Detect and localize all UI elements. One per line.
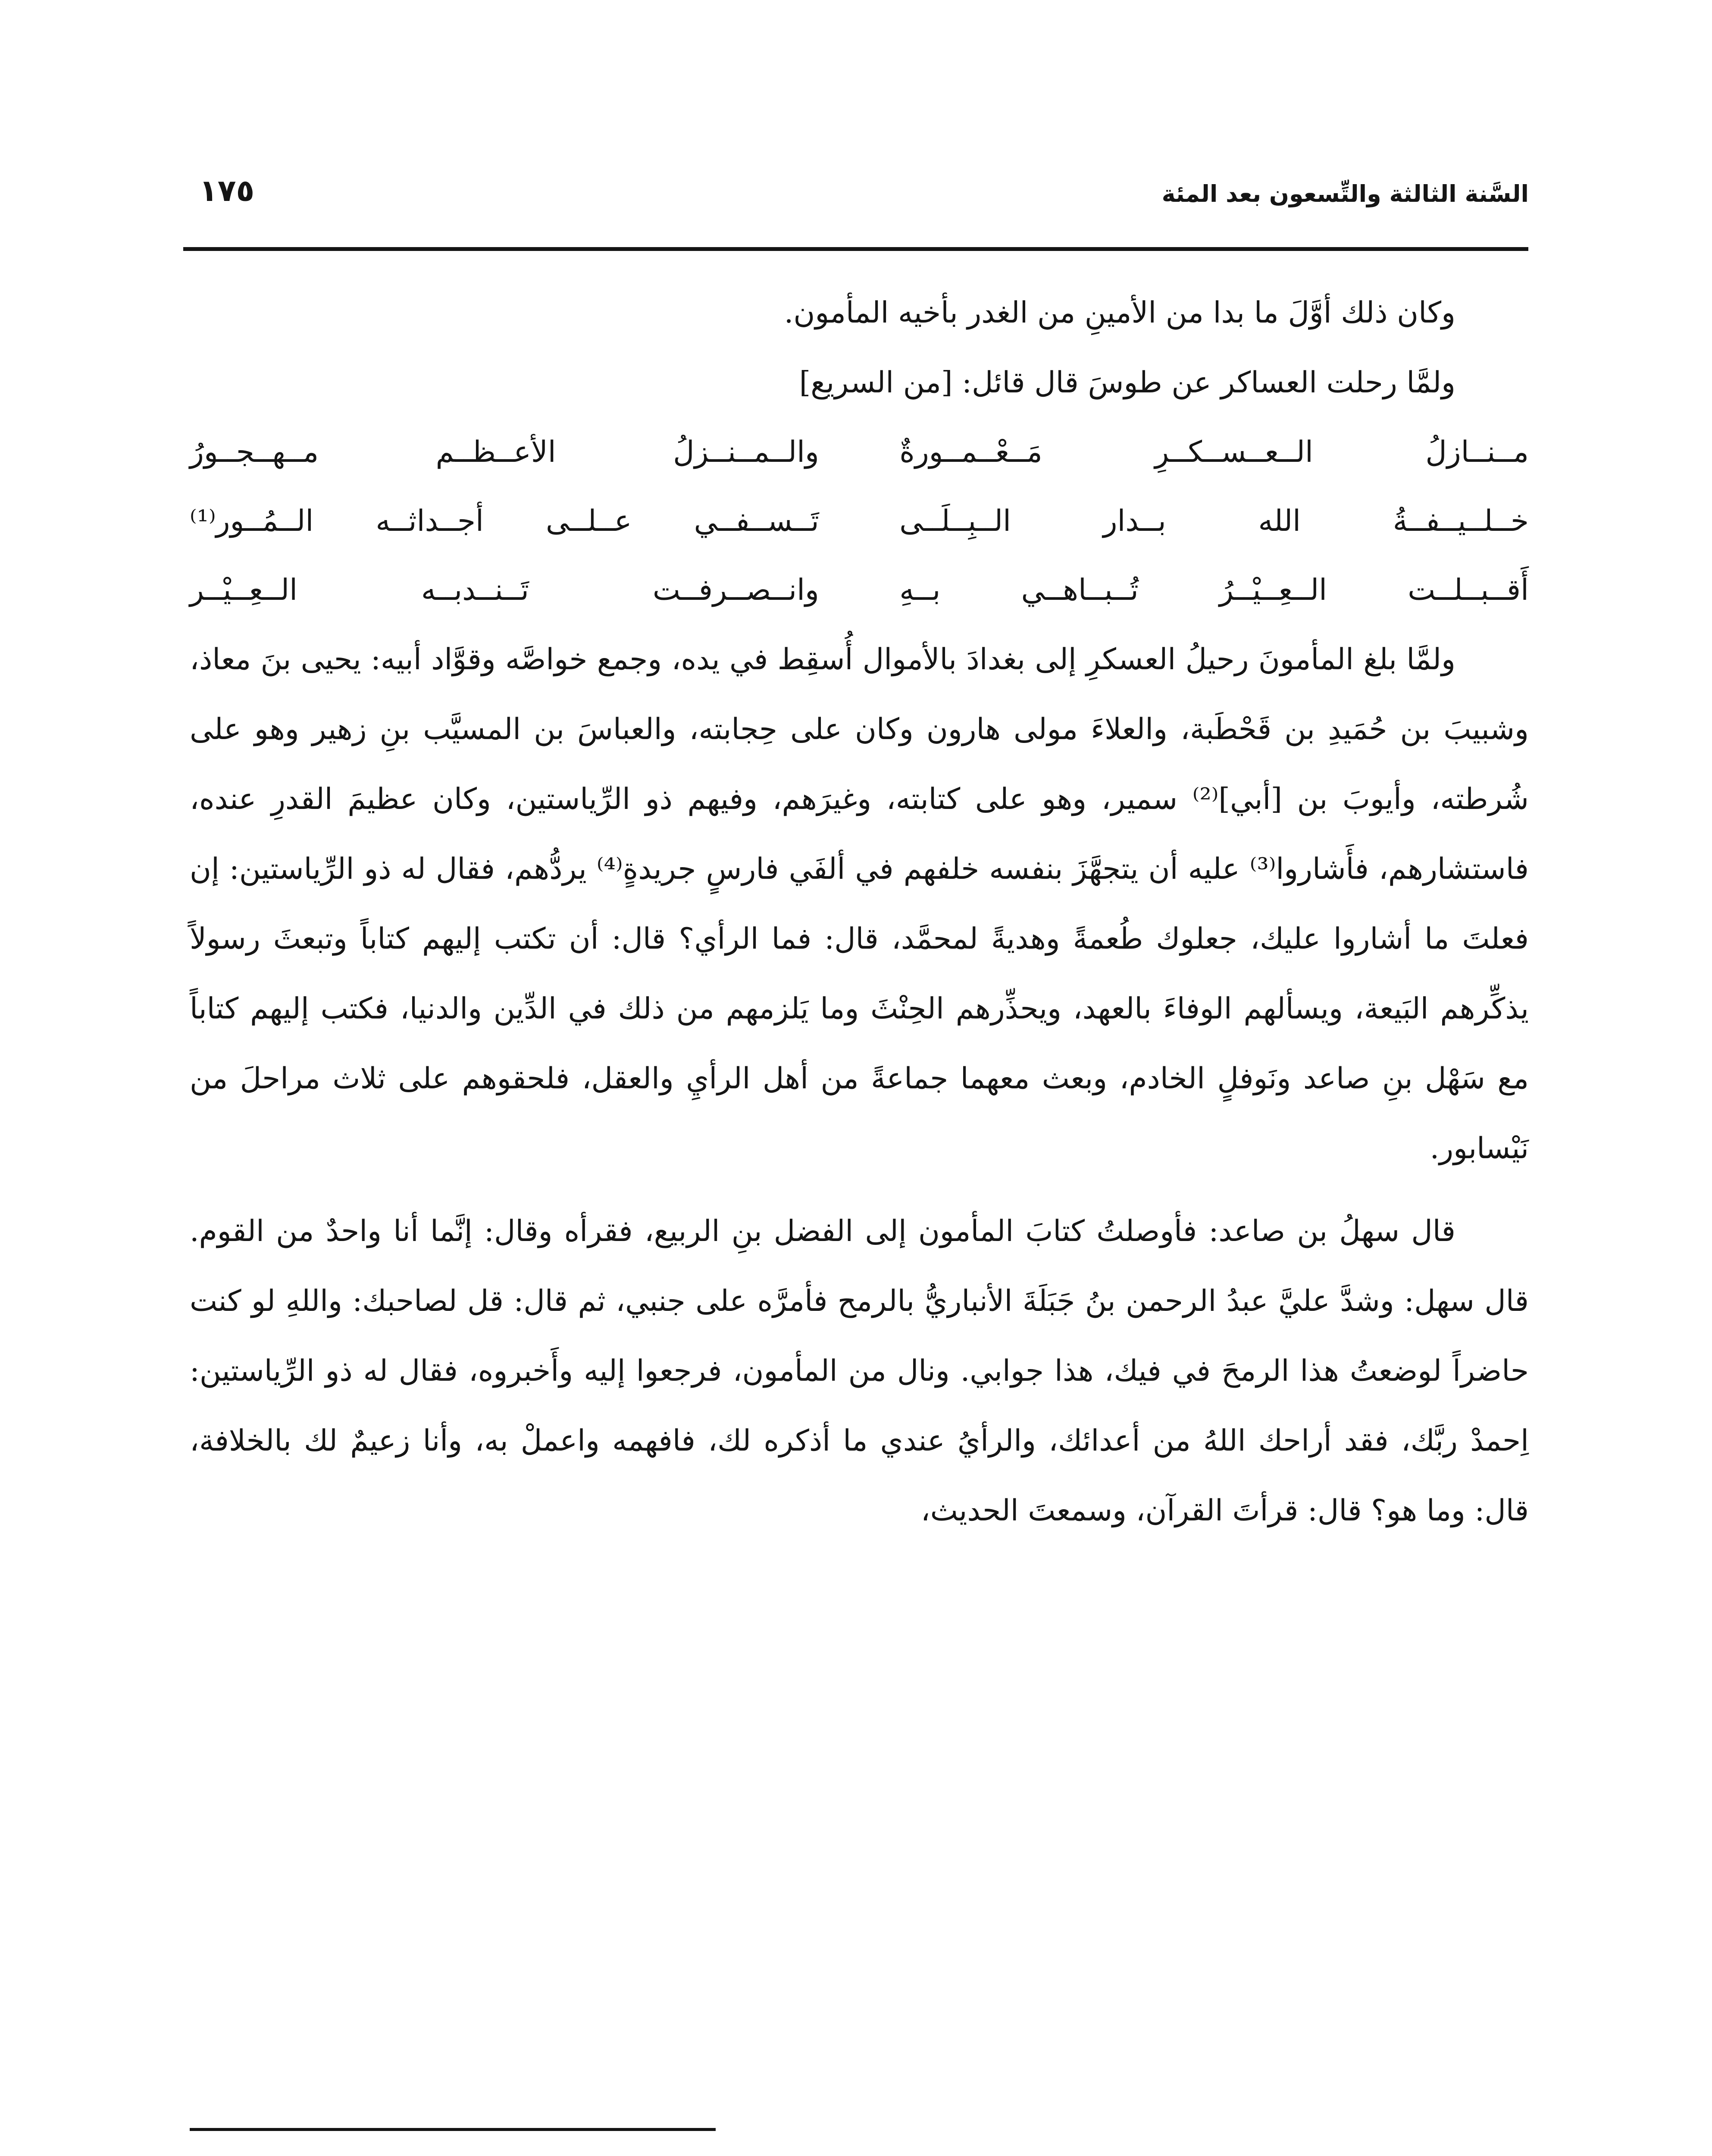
verse-line-1 — [190, 418, 1529, 487]
footnotes — [185, 2152, 1529, 2156]
paragraph-3: ولمَّا بلغ المأمونَ رحيلُ العسكرِ إلى بغدادَ بالأموال أُسقِط في يده، وجمع خواصَّه وقوَّاد أبيه: يحيى بنَ معاذ، وشبيبَ بن حُمَيدِ بن قَحْطَبة، والعلاءَ مولى هارون وكان على حِجابته، والعباسَ بن المسيَّب بنِ زهير وهو على شُرطته، وأيوبَ بن [أبي]⁽²⁾ سمير، وهو على كتابته، وغيرَهم، وفيهم ذو الرِّياستين، وكان عظيمَ القدرِ عنده، فاستشارهم، فأَشاروا⁽³⁾ عليه أن يتجهَّزَ بنفسه خلفهم في ألفَي فارسٍ جريدةٍ⁽⁴⁾ يردُّهم، فقال له ذو الرِّياستين: إن فعلتَ ما أشاروا عليك، جعلوك طُعمةً وهديةً لمحمَّد، قال: فما الرأي؟ قال: أن تكتب إليهم كتاباً وتبعثَ رسولاً يذكِّرهم البَيعة، ويسألهم الوفاءَ بالعهد، ويحذِّرهم الحِنْثَ وما يَلزمهم من ذلك في الدِّين والدنيا، فكتب إليهم كتاباً مع سَهْل بنِ صاعد ونَوفلٍ الخادم، وبعث معهما جماعةً من أهل الرأيِ والعقل، فلحقوهم على ثلاث مراحلَ من نَيْسابور. — [190, 642, 1529, 1166]
footnote-divider — [190, 2128, 716, 2131]
paragraph-2: ولمَّا رحلت العساكر عن طوسَ قال قائل: [من السريع] — [799, 366, 1455, 400]
verse-line-3 — [190, 556, 1529, 625]
main-text — [190, 278, 1529, 1546]
paragraph-4: قال سهلُ بن صاعد: فأوصلتُ كتابَ المأمون إلى الفضل بنِ الربيع، فقرأه وقال: إنَّما أنا واحدٌ من القوم. قال سهل: وشدَّ عليَّ عبدُ الرحمن بنُ جَبَلَةَ الأنباريُّ بالرمح فأمرَّه على جنبي، ثم قال: قل لصاحبك: واللهِ لو كنت حاضراً لوضعتُ هذا الرمحَ في فيك، هذا جوابي. ونال من المأمون، فرجعوا إليه وأَخبروه، فقال له ذو الرِّياستين: اِحمدْ ربَّك، فقد أراحك اللهُ من أعدائك، والرأيُ عندي ما أذكره لك، فافهمه واعملْ به، وأنا زعيمٌ لك بالخلافة، قال: وما هو؟ قال: قرأتَ القرآن، وسمعتَ الحديث، — [190, 1214, 1529, 1528]
running-title: السَّنة الثالثة والتِّسعون بعد المئة — [1161, 180, 1529, 207]
verse-second-hemistich: والــمــنــزلُ الأعــظــم مــهــجــورُ — [190, 435, 819, 469]
verse-first-hemistich: مــنــازلُ الــعــســكــرِ مَــعْــمــورةٌ — [899, 435, 1529, 469]
verse-second-hemistich: وانــصــرفــت تَــنــدبــه الــعِــيْــر — [190, 573, 819, 607]
header-divider — [183, 247, 1528, 251]
verse-first-hemistich: أَقــبــلــت الــعِــيْــرُ تُــبــاهــي بــهِ — [899, 573, 1529, 607]
verse-first-hemistich: خــلــيــفــةُ الله بــدار الــبِــلَــى — [899, 504, 1529, 538]
footnote-1 — [185, 2152, 1529, 2156]
verse-line-2 — [190, 487, 1529, 556]
paragraph-1: وكان ذلك أوَّلَ ما بدا من الأمينِ من الغدر بأخيه المأمون. — [784, 296, 1455, 330]
page-number: ١٧٥ — [199, 173, 255, 208]
poem — [190, 418, 1529, 625]
verse-second-hemistich: تَــســفــي عــلــى أجــداثــه الــمُــور⁽¹⁾ — [190, 504, 819, 538]
